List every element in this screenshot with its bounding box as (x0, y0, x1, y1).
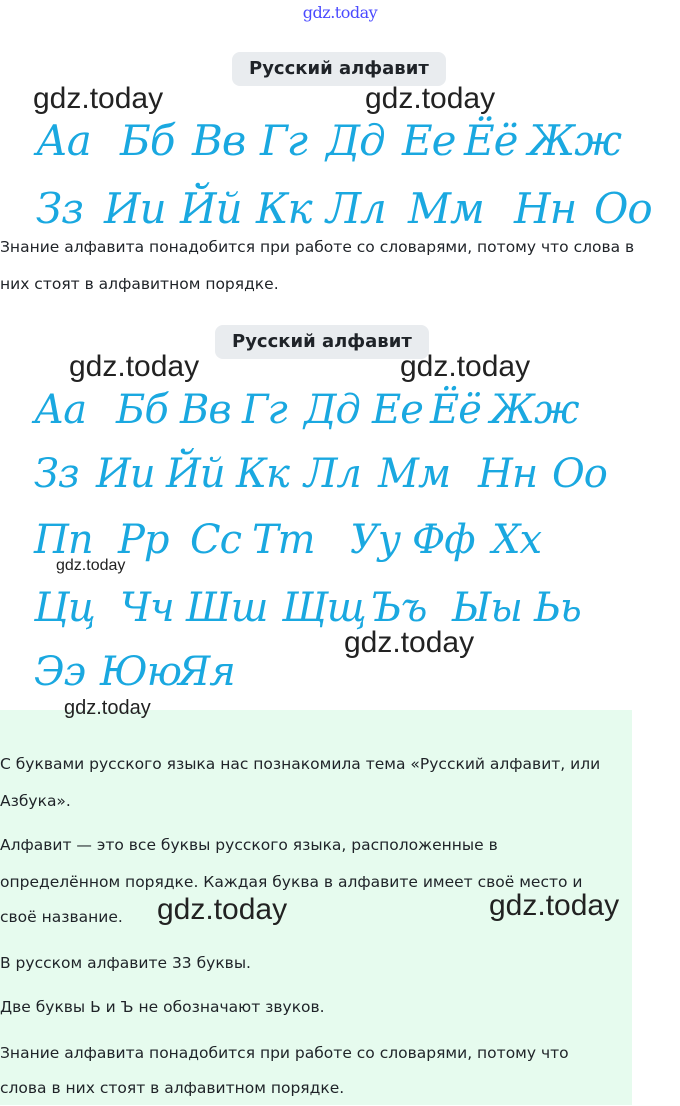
letter-pair: Ьь (534, 585, 581, 631)
paragraph-line: своё название. (0, 908, 123, 926)
paragraph-line: слова в них стоят в алфавитном порядке. (0, 1079, 345, 1097)
letter-pair: Рр (118, 517, 169, 563)
letter-pair: Хх (492, 517, 542, 563)
letter-pair: Гг (260, 116, 308, 165)
letter-pair: Оо (552, 451, 607, 497)
letter-pair: Нн (514, 184, 577, 233)
letter-pair: Нн (478, 451, 538, 497)
letter-pair: Кк (236, 451, 289, 497)
section1-alphabet (0, 112, 680, 242)
letter-pair: Шш (186, 585, 268, 631)
letter-pair: Жж (528, 116, 621, 165)
letter-pair: Уу (350, 517, 401, 563)
watermark: gdz.today (56, 557, 126, 574)
letter-pair: Гг (242, 387, 287, 433)
paragraph-line: С буквами русского языка нас познакомила тема «Русский алфавит, или (0, 755, 601, 773)
letter-pair: Зз (36, 184, 84, 233)
letter-pair: Тт (252, 517, 315, 563)
letter-pair: Жж (490, 387, 579, 433)
paragraph-line: Знание алфавита понадобится при работе со словарями, потому что (0, 1044, 569, 1062)
letter-pair: Сс (190, 517, 242, 563)
paragraph-line: В русском алфавите 33 буквы. (0, 954, 251, 972)
letter-pair: Ее (402, 116, 456, 165)
letter-pair: Ъъ (370, 585, 427, 631)
letter-pair: Ее (372, 387, 423, 433)
section1-caption-line: Знание алфавита понадобится при работе со словарями, потому что слова в (0, 238, 635, 256)
top-watermark: gdz.today (302, 3, 378, 22)
letter-pair: Щщ (282, 585, 366, 631)
letter-pair: Дд (326, 116, 385, 165)
watermark: gdz.today (489, 889, 620, 922)
watermark: gdz.today (365, 82, 496, 115)
letter-pair: Фф (412, 517, 475, 563)
letter-pair: Оо (594, 184, 652, 233)
letter-pair: Вв (192, 116, 246, 165)
paragraph-line: определённом порядке. Каждая буква в алфавите имеет своё место и (0, 873, 583, 891)
letter-pair: Ии (104, 184, 166, 233)
watermark: gdz.today (157, 893, 288, 926)
letter-pair: Мм (378, 451, 451, 497)
letter-pair: Юю (100, 649, 181, 695)
letter-pair: Мм (408, 184, 484, 233)
letter-pair: Яя (178, 649, 235, 695)
paragraph-line: Азбука». (0, 792, 71, 810)
letter-pair: Зз (34, 451, 79, 497)
letter-pair: Цц (34, 585, 95, 631)
letter-pair: Пп (34, 517, 93, 563)
letter-pair: Бб (120, 116, 175, 165)
section1-caption-line: них стоят в алфавитном порядке. (0, 275, 279, 293)
section2-title-badge: Русский алфавит (215, 325, 429, 359)
watermark: gdz.today (33, 82, 164, 115)
letter-pair: Йй (166, 451, 225, 497)
letter-pair: Йй (180, 184, 242, 233)
watermark: gdz.today (69, 350, 200, 383)
section1-title-badge: Русский алфавит (232, 52, 446, 86)
letter-pair: Бб (116, 387, 168, 433)
letter-pair: Вв (180, 387, 231, 433)
letter-pair: Ёё (430, 387, 481, 433)
letter-pair: Лл (304, 451, 361, 497)
letter-pair: Дд (304, 387, 360, 433)
section2-alphabet (0, 385, 680, 705)
letter-pair: Ыы (452, 585, 522, 631)
watermark: gdz.today (344, 626, 475, 659)
watermark: gdz.today (64, 697, 151, 719)
paragraph-line: Алфавит — это все буквы русского языка, расположенные в (0, 836, 498, 854)
letter-pair: Аа (34, 387, 87, 433)
letter-pair: Кк (256, 184, 312, 233)
paragraph-line: Две буквы Ь и Ъ не обозначают звуков. (0, 998, 325, 1016)
letter-pair: Ёё (464, 116, 518, 165)
letter-pair: Ии (96, 451, 155, 497)
letter-pair: Аа (36, 116, 91, 165)
letter-pair: Чч (120, 585, 174, 631)
watermark: gdz.today (400, 350, 531, 383)
letter-pair: Ээ (34, 649, 86, 695)
letter-pair: Лл (326, 184, 386, 233)
